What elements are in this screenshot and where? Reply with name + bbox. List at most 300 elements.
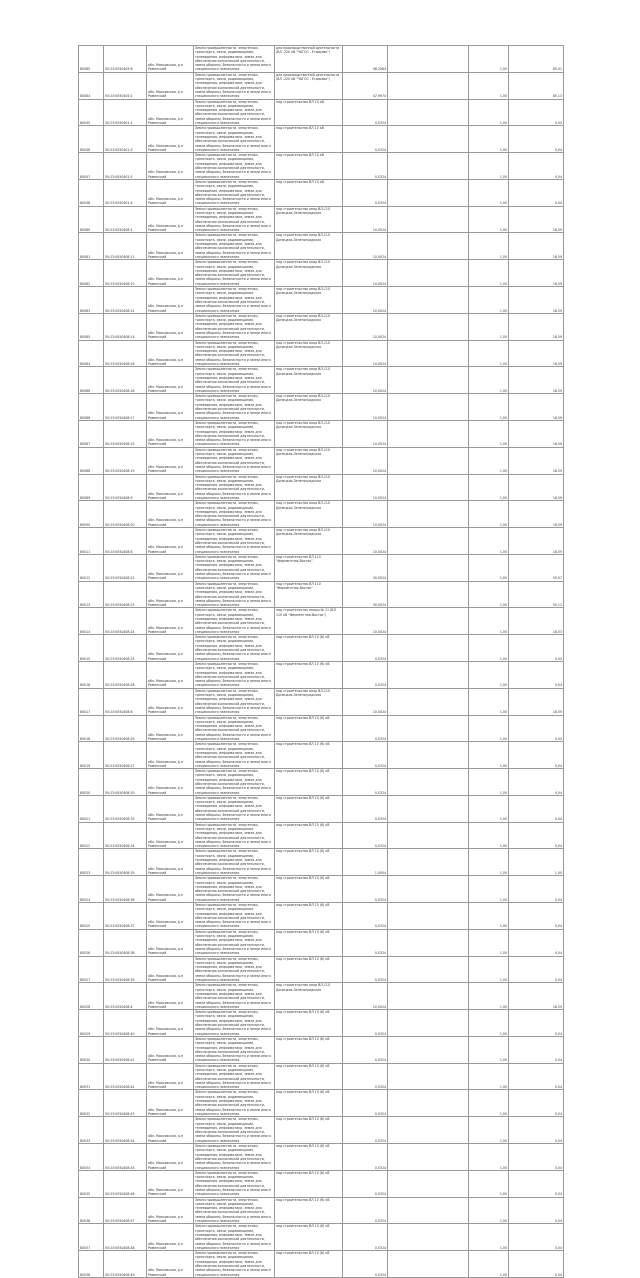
cadastral-value: 0,04 xyxy=(509,1090,564,1117)
cadastral-value: 18,59 xyxy=(509,206,564,233)
address: обл. Московская, р-н Раменский xyxy=(147,1224,194,1251)
cadastral-value: 18,59 xyxy=(509,287,564,314)
row-number: 80031 xyxy=(79,1063,104,1090)
cadastral-value: 18,59 xyxy=(509,688,564,715)
ratio-value: 1,00 xyxy=(469,608,509,635)
area-value: 10,0024 xyxy=(343,608,388,635)
cadastral-value: 0,04 xyxy=(509,153,564,180)
cadastral-value: 0,04 xyxy=(509,99,564,126)
area-value: 0,0324 xyxy=(343,1010,388,1037)
permitted-use: под строительство опор ВЛ-110 Донецкая-Зеленоградская xyxy=(275,367,343,394)
row-number: 80013 xyxy=(79,581,104,608)
cadastral-number: 50:23:0050408:20 xyxy=(104,501,147,528)
area-value: 0,0324 xyxy=(343,1063,388,1090)
permitted-use: под строительство ВЛ 10 (6) кВ xyxy=(275,715,343,742)
permitted-use: под строительство опор ВЛ-110 Донецкая-Зеленоградская xyxy=(275,688,343,715)
address: обл. Московская, р-н Раменский xyxy=(147,956,194,983)
permitted-use: под строительство ВЛ 10 (6) кВ xyxy=(275,929,343,956)
row-number: 80085 xyxy=(79,313,104,340)
table-row xyxy=(79,635,564,662)
table-row xyxy=(79,876,564,903)
cadastral-value: 0,04 xyxy=(509,1251,564,1278)
row-number: 80028 xyxy=(79,983,104,1010)
cadastral-value: 18,59 xyxy=(509,394,564,421)
land-category: Земли промышленности, энергетики, транспорта, связи, радиовещания, телевидения, информатики, земли для обеспечения космической деятельности, земли обороны, безопасности и земли иного специального назначения xyxy=(194,769,275,796)
address: обл. Московская, р-н Раменский xyxy=(147,635,194,662)
land-category: Земли промышленности, энергетики, транспорта, связи, радиовещания, телевидения, информатики, земли для обеспечения космической деятельности, земли обороны, безопасности и земли иного специального назначения xyxy=(194,688,275,715)
ratio-value: 1,00 xyxy=(469,260,509,287)
table-row xyxy=(79,769,564,796)
ratio-value: 1,00 xyxy=(469,474,509,501)
empty-cell xyxy=(388,822,469,849)
cadastral-number: 50:23:0050405:6 xyxy=(104,46,147,73)
row-number: 80011 xyxy=(79,528,104,555)
empty-cell xyxy=(388,983,469,1010)
area-value: 10,0024 xyxy=(343,983,388,1010)
cadastral-value: 0,04 xyxy=(509,1010,564,1037)
table-row xyxy=(79,287,564,314)
table-row xyxy=(79,367,564,394)
ratio-value: 1,00 xyxy=(469,313,509,340)
address: обл. Московская, р-н Раменский xyxy=(147,1197,194,1224)
area-value: 10,0024 xyxy=(343,313,388,340)
permitted-use: под строительство ВЛ 10 (6) кВ xyxy=(275,742,343,769)
table-row xyxy=(79,849,564,876)
cadastral-number: 50:23:0050408:30 xyxy=(104,769,147,796)
permitted-use: под строительство опор ВЛ-110 Донецкая-Зеленоградская xyxy=(275,287,343,314)
cadastral-number: 50:23:0050408:6 xyxy=(104,688,147,715)
address: обл. Московская, р-н Раменский xyxy=(147,260,194,287)
empty-cell xyxy=(388,1010,469,1037)
cadastral-number: 50:23:0050408:8 xyxy=(104,528,147,555)
permitted-use: под строительство опор ВЛ-110 Донецкая-Зеленоградская xyxy=(275,260,343,287)
cadastral-number: 50:23:0050408:19 xyxy=(104,447,147,474)
land-category: Земли промышленности, энергетики, транспорта, связи, радиовещания, телевидения, информатики, земли для обеспечения космической деятельности, земли обороны, безопасности и земли иного специального назначения xyxy=(194,287,275,314)
empty-cell xyxy=(388,1251,469,1278)
area-value: 0,0324 xyxy=(343,715,388,742)
ratio-value: 1,00 xyxy=(469,179,509,206)
cadastral-value: 18,59 xyxy=(509,313,564,340)
ratio-value: 1,00 xyxy=(469,742,509,769)
land-category: Земли промышленности, энергетики, транспорта, связи, радиовещания, телевидения, информатики, земли для обеспечения космической деятельности, земли обороны, безопасности и земли иного специального назначения xyxy=(194,501,275,528)
empty-cell xyxy=(388,581,469,608)
address: обл. Московская, р-н Раменский xyxy=(147,849,194,876)
table-row xyxy=(79,46,564,73)
cadastral-number: 50:23:0050405:2 xyxy=(104,72,147,99)
row-number: 80082 xyxy=(79,260,104,287)
empty-cell xyxy=(388,769,469,796)
empty-cell xyxy=(388,1090,469,1117)
cadastral-number: 50:23:0050408:1 xyxy=(104,206,147,233)
area-value: 0,0324 xyxy=(343,795,388,822)
area-value: 30,0024 xyxy=(343,581,388,608)
area-value: 0,0324 xyxy=(343,956,388,983)
ratio-value: 1,00 xyxy=(469,769,509,796)
address: обл. Московская, р-н Раменский xyxy=(147,153,194,180)
permitted-use: под строительство опор ВЛ-110 Донецкая-Зеленоградская xyxy=(275,528,343,555)
table-row xyxy=(79,1224,564,1251)
cadastral-number: 50:23:0050408:38 xyxy=(104,929,147,956)
row-number: 80019 xyxy=(79,742,104,769)
row-number: 80033 xyxy=(79,1117,104,1144)
row-number: 80045 xyxy=(79,99,104,126)
address: обл. Московская, р-н Раменский xyxy=(147,903,194,930)
land-category: Земли промышленности, энергетики, транспорта, связи, радиовещания, телевидения, информатики, земли для обеспечения космической деятельности, земли обороны, безопасности и земли иного специального назначения xyxy=(194,340,275,367)
cadastral-number: 50:23:0050408:10 xyxy=(104,260,147,287)
address: обл. Московская, р-н Раменский xyxy=(147,608,194,635)
address: обл. Московская, р-н Раменский xyxy=(147,1144,194,1171)
empty-cell xyxy=(388,1117,469,1144)
cadastral-value: 18,53 xyxy=(509,608,564,635)
area-value: 0,0324 xyxy=(343,1036,388,1063)
ratio-value: 1,00 xyxy=(469,1117,509,1144)
area-value: 0,0324 xyxy=(343,1224,388,1251)
empty-cell xyxy=(388,153,469,180)
land-category: Земли промышленности, энергетики, транспорта, связи, радиовещания, телевидения, информатики, земли для обеспечения космической деятельности, земли обороны, безопасности и земли иного специального назначения xyxy=(194,608,275,635)
cadastral-number: 50:23:0050408:35 xyxy=(104,849,147,876)
ratio-value: 1,00 xyxy=(469,367,509,394)
empty-cell xyxy=(388,608,469,635)
row-number: 80083 xyxy=(79,287,104,314)
cadastral-number: 50:23:0050408:16 xyxy=(104,340,147,367)
area-value: 0,0324 xyxy=(343,1251,388,1278)
cadastral-value: 18,59 xyxy=(509,367,564,394)
area-value: 10,0024 xyxy=(343,528,388,555)
area-value: 0,0324 xyxy=(343,126,388,153)
permitted-use: под строительство ВЛ 10 (6) кВ xyxy=(275,822,343,849)
permitted-use: под строительство ВЛ 10 (6) кВ xyxy=(275,661,343,688)
cadastral-value: 18,59 xyxy=(509,233,564,260)
empty-cell xyxy=(388,1170,469,1197)
cadastral-number: 50:23:0050408:17 xyxy=(104,394,147,421)
cadastral-number: 50:23:0050408:27 xyxy=(104,742,147,769)
cadastral-number: 50:23:0050408:11 xyxy=(104,233,147,260)
address: обл. Московская, р-н Раменский xyxy=(147,447,194,474)
area-value: 10,0024 xyxy=(343,688,388,715)
empty-cell xyxy=(388,635,469,662)
ratio-value: 1,00 xyxy=(469,983,509,1010)
cadastral-number: 50:23:0050408:12 xyxy=(104,287,147,314)
address: обл. Московская, р-н Раменский xyxy=(147,742,194,769)
cadastral-number: 50:23:0050408:43 xyxy=(104,1090,147,1117)
permitted-use: под строительство ВЛ 10 (6) кВ xyxy=(275,903,343,930)
address: обл. Московская, р-н Раменский xyxy=(147,1063,194,1090)
ratio-value: 1,00 xyxy=(469,153,509,180)
row-number: 80023 xyxy=(79,849,104,876)
ratio-value: 1,00 xyxy=(469,72,509,99)
empty-cell xyxy=(388,501,469,528)
address: обл. Московская, р-н Раменский xyxy=(147,179,194,206)
cadastral-number: 50:23:0050408:4 xyxy=(104,983,147,1010)
table-row xyxy=(79,72,564,99)
address: обл. Московская, р-н Раменский xyxy=(147,1117,194,1144)
cadastral-value: 0,04 xyxy=(509,1063,564,1090)
permitted-use: под строительство ВЛ 10 (6) кВ xyxy=(275,1010,343,1037)
land-category: Земли промышленности, энергетики, транспорта, связи, радиовещания, телевидения, информатики, земли для обеспечения космической деятельности, земли обороны, безопасности и земли иного специального назначения xyxy=(194,929,275,956)
area-value: 10,0024 xyxy=(343,206,388,233)
cadastral-value: 18,59 xyxy=(509,528,564,555)
cadastral-number: 50:23:0050408:33 xyxy=(104,795,147,822)
table-row xyxy=(79,1010,564,1037)
row-number: 80036 xyxy=(79,1197,104,1224)
ratio-value: 1,00 xyxy=(469,46,509,73)
permitted-use: под строительство ВЛ 10 (6) кВ xyxy=(275,1170,343,1197)
cadastral-number: 50:23:0050408:18 xyxy=(104,367,147,394)
cadastral-number: 50:23:0050408:49 xyxy=(104,1251,147,1278)
row-number: 80012 xyxy=(79,554,104,581)
cadastral-value: 0,04 xyxy=(509,1144,564,1171)
cadastral-number: 50:23:0050408:37 xyxy=(104,903,147,930)
area-value: 0,0324 xyxy=(343,661,388,688)
ratio-value: 1,00 xyxy=(469,1036,509,1063)
cadastral-value: 0,04 xyxy=(509,929,564,956)
table-row xyxy=(79,983,564,1010)
address: обл. Московская, р-н Раменский xyxy=(147,340,194,367)
permitted-use: под строительство ВЛ 10 (6) кВ xyxy=(275,1144,343,1171)
address: обл. Московская, р-н Раменский xyxy=(147,1090,194,1117)
row-number: 80016 xyxy=(79,661,104,688)
table-row xyxy=(79,1036,564,1063)
area-value: 0,0324 xyxy=(343,769,388,796)
ratio-value: 1,00 xyxy=(469,554,509,581)
area-value: 0,0324 xyxy=(343,742,388,769)
ratio-value: 1,00 xyxy=(469,126,509,153)
address: обл. Московская, р-н Раменский xyxy=(147,795,194,822)
row-number: 80048 xyxy=(79,179,104,206)
permitted-use: под строительство ВЛ 10 (6) кВ xyxy=(275,1063,343,1090)
cadastral-value: 55,11 xyxy=(509,581,564,608)
area-value: 10,0024 xyxy=(343,420,388,447)
table-row xyxy=(79,1063,564,1090)
area-value: 30,0024 xyxy=(343,554,388,581)
table-row xyxy=(79,822,564,849)
row-number: 80084 xyxy=(79,72,104,99)
permitted-use: под строительство опор ВЛ-110 Донецкая-Зеленоградская xyxy=(275,233,343,260)
land-category: Земли промышленности, энергетики, транспорта, связи, радиовещания, телевидения, информатики, земли для обеспечения космической деятельности, земли обороны, безопасности и земли иного специального назначения xyxy=(194,1090,275,1117)
empty-cell xyxy=(388,1063,469,1090)
ratio-value: 1,00 xyxy=(469,1090,509,1117)
row-number: 80086 xyxy=(79,367,104,394)
table-row xyxy=(79,1197,564,1224)
cadastral-value: 0,04 xyxy=(509,179,564,206)
table-row xyxy=(79,447,564,474)
land-category: Земли промышленности, энергетики, транспорта, связи, радиовещания, телевидения, информатики, земли для обеспечения космической деятельности, земли обороны, безопасности и земли иного специального назначения xyxy=(194,394,275,421)
address: обл. Московская, р-н Раменский xyxy=(147,1010,194,1037)
address: обл. Московская, р-н Раменский xyxy=(147,474,194,501)
land-category: Земли промышленности, энергетики, транспорта, связи, радиовещания, телевидения, информатики, земли для обеспечения космической деятельности, земли обороны, безопасности и земли иного специального назначения xyxy=(194,983,275,1010)
ratio-value: 1,00 xyxy=(469,501,509,528)
empty-cell xyxy=(388,394,469,421)
address: обл. Московская, р-н Раменский xyxy=(147,99,194,126)
empty-cell xyxy=(388,688,469,715)
ratio-value: 1,00 xyxy=(469,688,509,715)
cadastral-number: 50:23:0050408:36 xyxy=(104,876,147,903)
document-page xyxy=(78,45,563,1277)
table-row xyxy=(79,528,564,555)
ratio-value: 1,00 xyxy=(469,956,509,983)
row-number: 80034 xyxy=(79,1144,104,1171)
ratio-value: 1,00 xyxy=(469,715,509,742)
address: обл. Московская, р-н Раменский xyxy=(147,769,194,796)
cadastral-number: 50:23:0050408:9 xyxy=(104,474,147,501)
land-category: Земли промышленности, энергетики, транспорта, связи, радиовещания, телевидения, информатики, земли для обеспечения космической деятельности, земли обороны, безопасности и земли иного специального назначения xyxy=(194,1010,275,1037)
area-value: 10,0024 xyxy=(343,260,388,287)
empty-cell xyxy=(388,1224,469,1251)
cadastral-value: 18,59 xyxy=(509,447,564,474)
area-value: 0,0324 xyxy=(343,822,388,849)
land-category: Земли промышленности, энергетики, транспорта, связи, радиовещания, телевидения, информатики, земли для обеспечения космической деятельности, земли обороны, безопасности и земли иного специального назначения xyxy=(194,635,275,662)
empty-cell xyxy=(388,447,469,474)
area-value: 10,0024 xyxy=(343,367,388,394)
cadastral-number: 50:23:0050408:42 xyxy=(104,1063,147,1090)
ratio-value: 1,00 xyxy=(469,1251,509,1278)
address: обл. Московская, р-н Раменский xyxy=(147,822,194,849)
land-registry-table xyxy=(78,45,564,1278)
empty-cell xyxy=(388,179,469,206)
permitted-use: под строительство ВЛ 110 "Ферментная-Восток" xyxy=(275,581,343,608)
row-number: 80024 xyxy=(79,876,104,903)
permitted-use: под строительство ВЛ 110 "Ферментная-Восток" xyxy=(275,554,343,581)
area-value: 0,0324 xyxy=(343,903,388,930)
row-number: 80081 xyxy=(79,233,104,260)
permitted-use: под строительство ВЛ 10 (6) кВ xyxy=(275,876,343,903)
ratio-value: 1,00 xyxy=(469,849,509,876)
ratio-value: 1,00 xyxy=(469,581,509,608)
row-number: 80018 xyxy=(79,715,104,742)
table-row xyxy=(79,1170,564,1197)
ratio-value: 1,00 xyxy=(469,99,509,126)
cadastral-number: 50:23:0050408:25 xyxy=(104,635,147,662)
land-category: Земли промышленности, энергетики, транспорта, связи, радиовещания, телевидения, информатики, земли для обеспечения космической деятельности, земли обороны, безопасности и земли иного специального назначения xyxy=(194,715,275,742)
permitted-use: под строительство опор ВЛ-110 Донецкая-Зеленоградская xyxy=(275,206,343,233)
cadastral-value: 18,59 xyxy=(509,501,564,528)
address: обл. Московская, р-н Раменский xyxy=(147,1170,194,1197)
cadastral-number: 50:23:0050401:5 xyxy=(104,153,147,180)
row-number: 80038 xyxy=(79,1251,104,1278)
cadastral-number: 50:23:0050401:1 xyxy=(104,99,147,126)
table-row xyxy=(79,795,564,822)
area-value: 0,0324 xyxy=(343,635,388,662)
ratio-value: 1,00 xyxy=(469,1170,509,1197)
table-row xyxy=(79,1090,564,1117)
address: обл. Московская, р-н Раменский xyxy=(147,313,194,340)
empty-cell xyxy=(388,929,469,956)
cadastral-number: 50:23:0050408:26 xyxy=(104,661,147,688)
land-category: Земли промышленности, энергетики, транспорта, связи, радиовещания, телевидения, информатики, земли для обеспечения космической деятельности, земли обороны, безопасности и земли иного специального назначения xyxy=(194,260,275,287)
land-category: Земли промышленности, энергетики, транспорта, связи, радиовещания, телевидения, информатики, земли для обеспечения космической деятельности, земли обороны, безопасности и земли иного специального назначения xyxy=(194,1063,275,1090)
cadastral-value: 0,04 xyxy=(509,742,564,769)
row-number: 80087 xyxy=(79,420,104,447)
row-number: 80090 xyxy=(79,501,104,528)
address: обл. Московская, р-н Раменский xyxy=(147,983,194,1010)
land-category: Земли промышленности, энергетики, транспорта, связи, радиовещания, телевидения, информатики, земли для обеспечения космической деятельности, земли обороны, безопасности и земли иного специального назначения xyxy=(194,447,275,474)
row-number: 80030 xyxy=(79,1036,104,1063)
cadastral-value: 1,00 xyxy=(509,849,564,876)
cadastral-value: 0,04 xyxy=(509,1036,564,1063)
ratio-value: 1,00 xyxy=(469,795,509,822)
row-number: 80080 xyxy=(79,206,104,233)
table-body xyxy=(79,46,564,1278)
area-value: 10,0024 xyxy=(343,287,388,314)
permitted-use: под строительство ВЛ 10 (6) кВ xyxy=(275,1224,343,1251)
empty-cell xyxy=(388,956,469,983)
ratio-value: 1,00 xyxy=(469,447,509,474)
row-number: 80029 xyxy=(79,1010,104,1037)
permitted-use: под строительство опор ВЛ-110 Донецкая-Зеленоградская xyxy=(275,474,343,501)
permitted-use: под строительство ВЛ 10 (6) кВ xyxy=(275,1197,343,1224)
area-value: 1,0004 xyxy=(343,849,388,876)
address: обл. Московская, р-н Раменский xyxy=(147,554,194,581)
permitted-use: под строительство опор ВЛ-110 Донецкая-Зеленоградская xyxy=(275,983,343,1010)
row-number: 80020 xyxy=(79,769,104,796)
area-value: 0,0324 xyxy=(343,1170,388,1197)
permitted-use: под строительство опоры № 11 (ВЛ 110 кВ "Ферментная-Восток") xyxy=(275,608,343,635)
land-category: Земли промышленности, энергетики, транспорта, связи, радиовещания, телевидения, информатики, земли для обеспечения космической деятельности, земли обороны, безопасности и земли иного специального назначения xyxy=(194,528,275,555)
permitted-use: под строительство опор ВЛ-110 Донецкая-Зеленоградская xyxy=(275,340,343,367)
empty-cell xyxy=(388,46,469,73)
row-number: 80089 xyxy=(79,474,104,501)
empty-cell xyxy=(388,795,469,822)
land-category: Земли промышленности, энергетики, транспорта, связи, радиовещания, телевидения, информатики, земли для обеспечения космической деятельности, земли обороны, безопасности и земли иного специального назначения xyxy=(194,1197,275,1224)
empty-cell xyxy=(388,72,469,99)
permitted-use: для производственной деятельности (ВЛ -220 кВ "ЧАГОС - Егорьево") xyxy=(275,72,343,99)
ratio-value: 1,00 xyxy=(469,1197,509,1224)
table-row xyxy=(79,126,564,153)
row-number: 80085 xyxy=(79,46,104,73)
row-number: 80015 xyxy=(79,635,104,662)
cadastral-number: 50:23:0050408:47 xyxy=(104,1197,147,1224)
area-value: 0,0324 xyxy=(343,1197,388,1224)
table-row xyxy=(79,1144,564,1171)
address: обл. Московская, р-н Раменский xyxy=(147,233,194,260)
empty-cell xyxy=(388,313,469,340)
table-row xyxy=(79,153,564,180)
area-value: 48,2984 xyxy=(343,46,388,73)
cadastral-value: 0,04 xyxy=(509,822,564,849)
empty-cell xyxy=(388,903,469,930)
ratio-value: 1,00 xyxy=(469,287,509,314)
cadastral-value: 0,04 xyxy=(509,903,564,930)
permitted-use: под строительство опор ВЛ-110 Донецкая-Зеленоградская xyxy=(275,447,343,474)
land-category: Земли промышленности, энергетики, транспорта, связи, радиовещания, телевидения, информатики, земли для обеспечения космической деятельности, земли обороны, безопасности и земли иного специального назначения xyxy=(194,661,275,688)
permitted-use: под строительство опор ВЛ-110 Донецкая-Зеленоградская xyxy=(275,394,343,421)
address: обл. Московская, р-н Раменский xyxy=(147,1251,194,1278)
empty-cell xyxy=(388,420,469,447)
land-category: Земли промышленности, энергетики, транспорта, связи, радиовещания, телевидения, информатики, земли для обеспечения космической деятельности, земли обороны, безопасности и земли иного специального назначения xyxy=(194,1251,275,1278)
ratio-value: 1,00 xyxy=(469,1224,509,1251)
area-value: 10,0024 xyxy=(343,233,388,260)
empty-cell xyxy=(388,340,469,367)
land-category: Земли промышленности, энергетики, транспорта, связи, радиовещания, телевидения, информатики, земли для обеспечения космической деятельности, земли обороны, безопасности и земли иного специального назначения xyxy=(194,233,275,260)
empty-cell xyxy=(388,206,469,233)
ratio-value: 1,00 xyxy=(469,1010,509,1037)
cadastral-value: 0,04 xyxy=(509,1117,564,1144)
permitted-use: под строительство ВЛ 10 кВ xyxy=(275,179,343,206)
cadastral-value: 0,04 xyxy=(509,715,564,742)
area-value: 10,0024 xyxy=(343,474,388,501)
row-number: 80032 xyxy=(79,1090,104,1117)
permitted-use: под строительство ВЛ 10 (6) кВ xyxy=(275,956,343,983)
cadastral-value: 18,59 xyxy=(509,983,564,1010)
permitted-use: под строительство ВЛ 10 (6) кВ xyxy=(275,1251,343,1278)
cadastral-value: 55,07 xyxy=(509,554,564,581)
address: обл. Московская, р-н Раменский xyxy=(147,581,194,608)
table-row xyxy=(79,260,564,287)
ratio-value: 1,00 xyxy=(469,420,509,447)
land-category: Земли промышленности, энергетики, транспорта, связи, радиовещания, телевидения, информатики, земли для обеспечения космической деятельности, земли обороны, безопасности и земли иного специального назначения xyxy=(194,46,275,73)
table-row xyxy=(79,394,564,421)
table-row xyxy=(79,661,564,688)
